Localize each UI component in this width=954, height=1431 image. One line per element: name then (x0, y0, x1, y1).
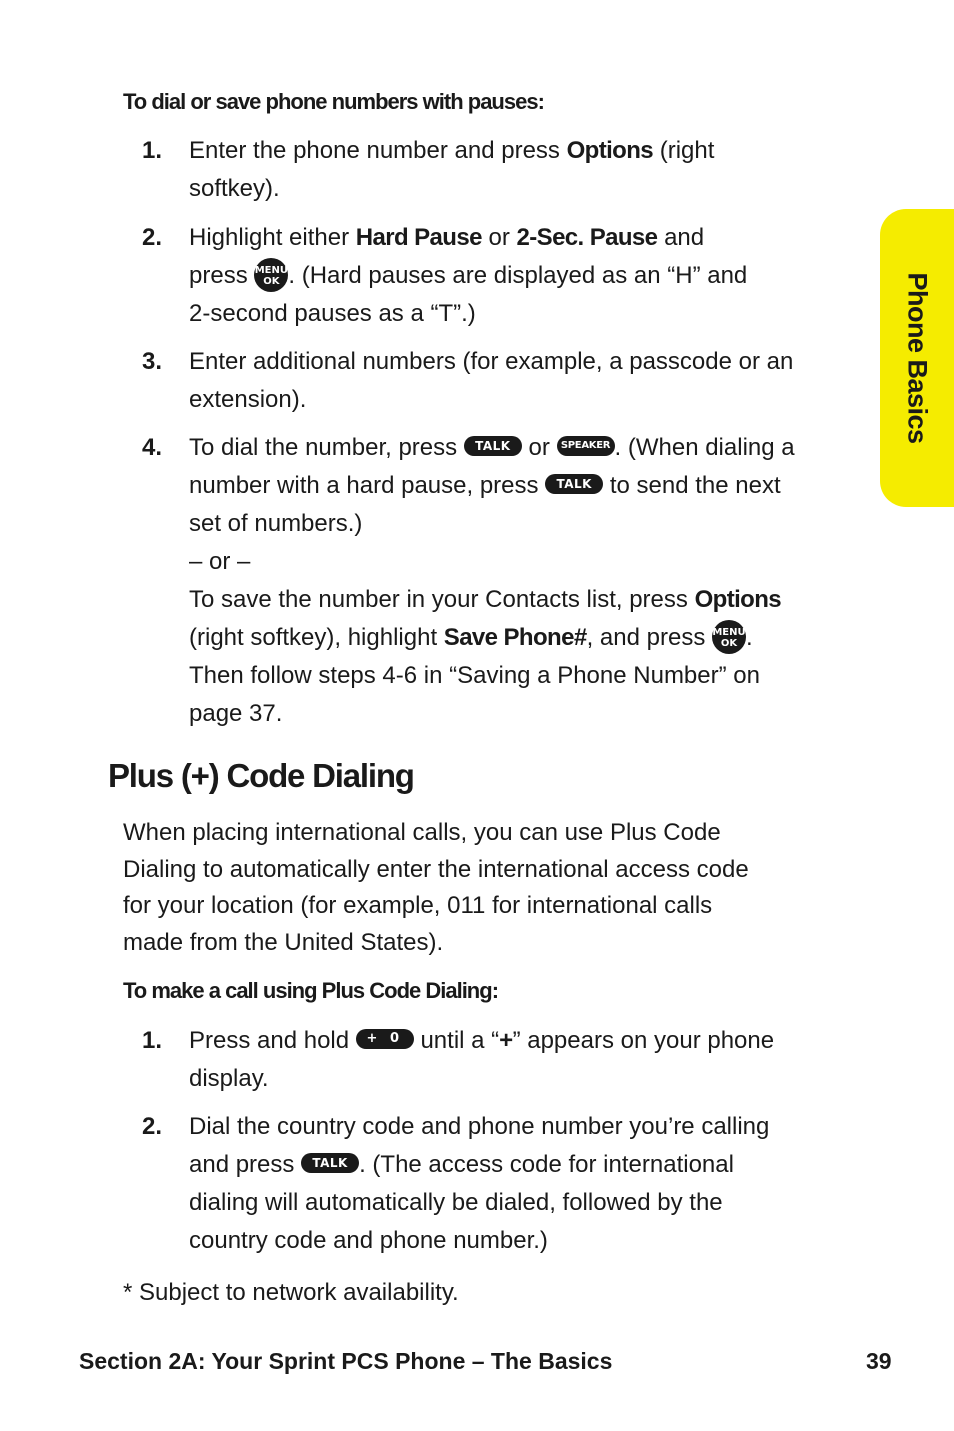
paragraph-line: made from the United States). (123, 928, 444, 956)
footer-section-title: Section 2A: Your Sprint PCS Phone – The Basics (79, 1348, 613, 1374)
step-text: . (Hard pauses are displayed as an “H” and (288, 262, 748, 289)
step-line (189, 619, 862, 657)
step-line: Dial the country code and phone number you’re calling (189, 1113, 770, 1140)
step-text: number with a hard pause, press (189, 472, 546, 499)
pause-step-1 (142, 132, 862, 202)
step-line: extension). (189, 386, 307, 413)
pause-steps-list (142, 132, 862, 733)
step-text: , and press (586, 624, 712, 651)
step-line: country code and phone number.) (189, 1227, 548, 1254)
step-line (189, 132, 862, 170)
step-text: until a “ (413, 1027, 500, 1054)
speaker-key-icon: SPEAKER (557, 436, 615, 456)
plus-step-1 (142, 1022, 862, 1098)
step-text: Enter the phone number and press (189, 137, 567, 164)
plus-symbol: + (499, 1027, 513, 1054)
paragraph-line: Dialing to automatically enter the international access code (123, 855, 749, 883)
step-number: 1. (142, 1027, 163, 1054)
step-text: (right (653, 137, 715, 164)
step-text: or (521, 434, 557, 461)
step-line (189, 257, 862, 295)
options-keyword: Options (694, 586, 782, 613)
talk-key-icon: TALK (301, 1153, 359, 1173)
step-text: ” appears on your phone (512, 1027, 775, 1054)
menu-ok-key-icon (712, 620, 746, 654)
step-line: Then follow steps 4-6 in “Saving a Phone Number” on (189, 662, 760, 689)
pause-step-4 (142, 429, 862, 733)
plus-code-heading: Plus (+) Code Dialing (108, 757, 414, 794)
key-label: MENU (254, 264, 288, 276)
step-line: set of numbers.) (189, 510, 363, 537)
step-line: display. (189, 1065, 269, 1092)
save-phone-keyword: Save Phone# (443, 624, 587, 651)
step-line (189, 219, 862, 257)
paragraph-line: When placing international calls, you can use Plus Code (123, 819, 721, 846)
section-side-tab (880, 209, 954, 507)
step-line (189, 581, 862, 619)
step-text: to send the next (603, 472, 781, 499)
two-sec-pause-keyword: 2-Sec. Pause (516, 224, 658, 251)
step-line (189, 429, 862, 467)
step-line: softkey). (189, 175, 280, 202)
menu-ok-key-icon (254, 258, 288, 292)
footnote: * Subject to network availability. (123, 1279, 459, 1306)
step-text: or (481, 224, 517, 251)
step-line: 2-second pauses as a “T”.) (189, 300, 476, 327)
plus-code-steps-list (142, 1022, 862, 1260)
step-line: Enter additional numbers (for example, a passcode or an (189, 348, 794, 375)
or-separator: – or – (189, 548, 251, 575)
step-line (189, 1022, 862, 1060)
step-text: . (The access code for international (359, 1151, 734, 1178)
options-keyword: Options (566, 137, 654, 164)
footer-page-number: 39 (866, 1348, 892, 1374)
pause-step-3 (142, 343, 862, 419)
step-number: 4. (142, 434, 163, 461)
step-line (189, 467, 862, 505)
key-label: OK (720, 637, 738, 649)
talk-key-icon: TALK (464, 436, 522, 456)
step-number: 1. (142, 137, 163, 164)
step-line: page 37. (189, 700, 283, 727)
step-text: Press and hold (189, 1027, 356, 1054)
hard-pause-keyword: Hard Pause (355, 224, 482, 251)
step-text: press (189, 262, 255, 289)
step-text: (right softkey), highlight (189, 624, 444, 651)
step-text: To dial the number, press (189, 434, 464, 461)
side-tab-label: Phone Basics (902, 272, 933, 444)
step-number: 2. (142, 1113, 163, 1140)
plus-step-2 (142, 1108, 862, 1260)
step-text: . (746, 624, 753, 651)
step-line: dialing will automatically be dialed, followed by the (189, 1189, 723, 1216)
step-number: 2. (142, 224, 163, 251)
talk-key-icon: TALK (545, 474, 603, 494)
step-number: 3. (142, 348, 163, 375)
step-text: To save the number in your Contacts list, press (189, 586, 695, 613)
step-text: Highlight either (189, 224, 356, 251)
pause-subheading: To dial or save phone numbers with pauses: (123, 89, 544, 114)
step-text: and (657, 224, 705, 251)
plus-code-subheading: To make a call using Plus Code Dialing: (123, 978, 499, 1003)
key-label: MENU (712, 626, 746, 638)
step-text: and press (189, 1151, 302, 1178)
plus-zero-key-icon: + 0 (356, 1029, 414, 1049)
step-text: . (When dialing a (614, 434, 795, 461)
paragraph-line: for your location (for example, 011 for international calls (123, 892, 713, 919)
key-label: OK (263, 275, 280, 287)
step-line (189, 1146, 862, 1184)
pause-step-2 (142, 219, 862, 333)
plus-code-paragraph (123, 815, 863, 961)
